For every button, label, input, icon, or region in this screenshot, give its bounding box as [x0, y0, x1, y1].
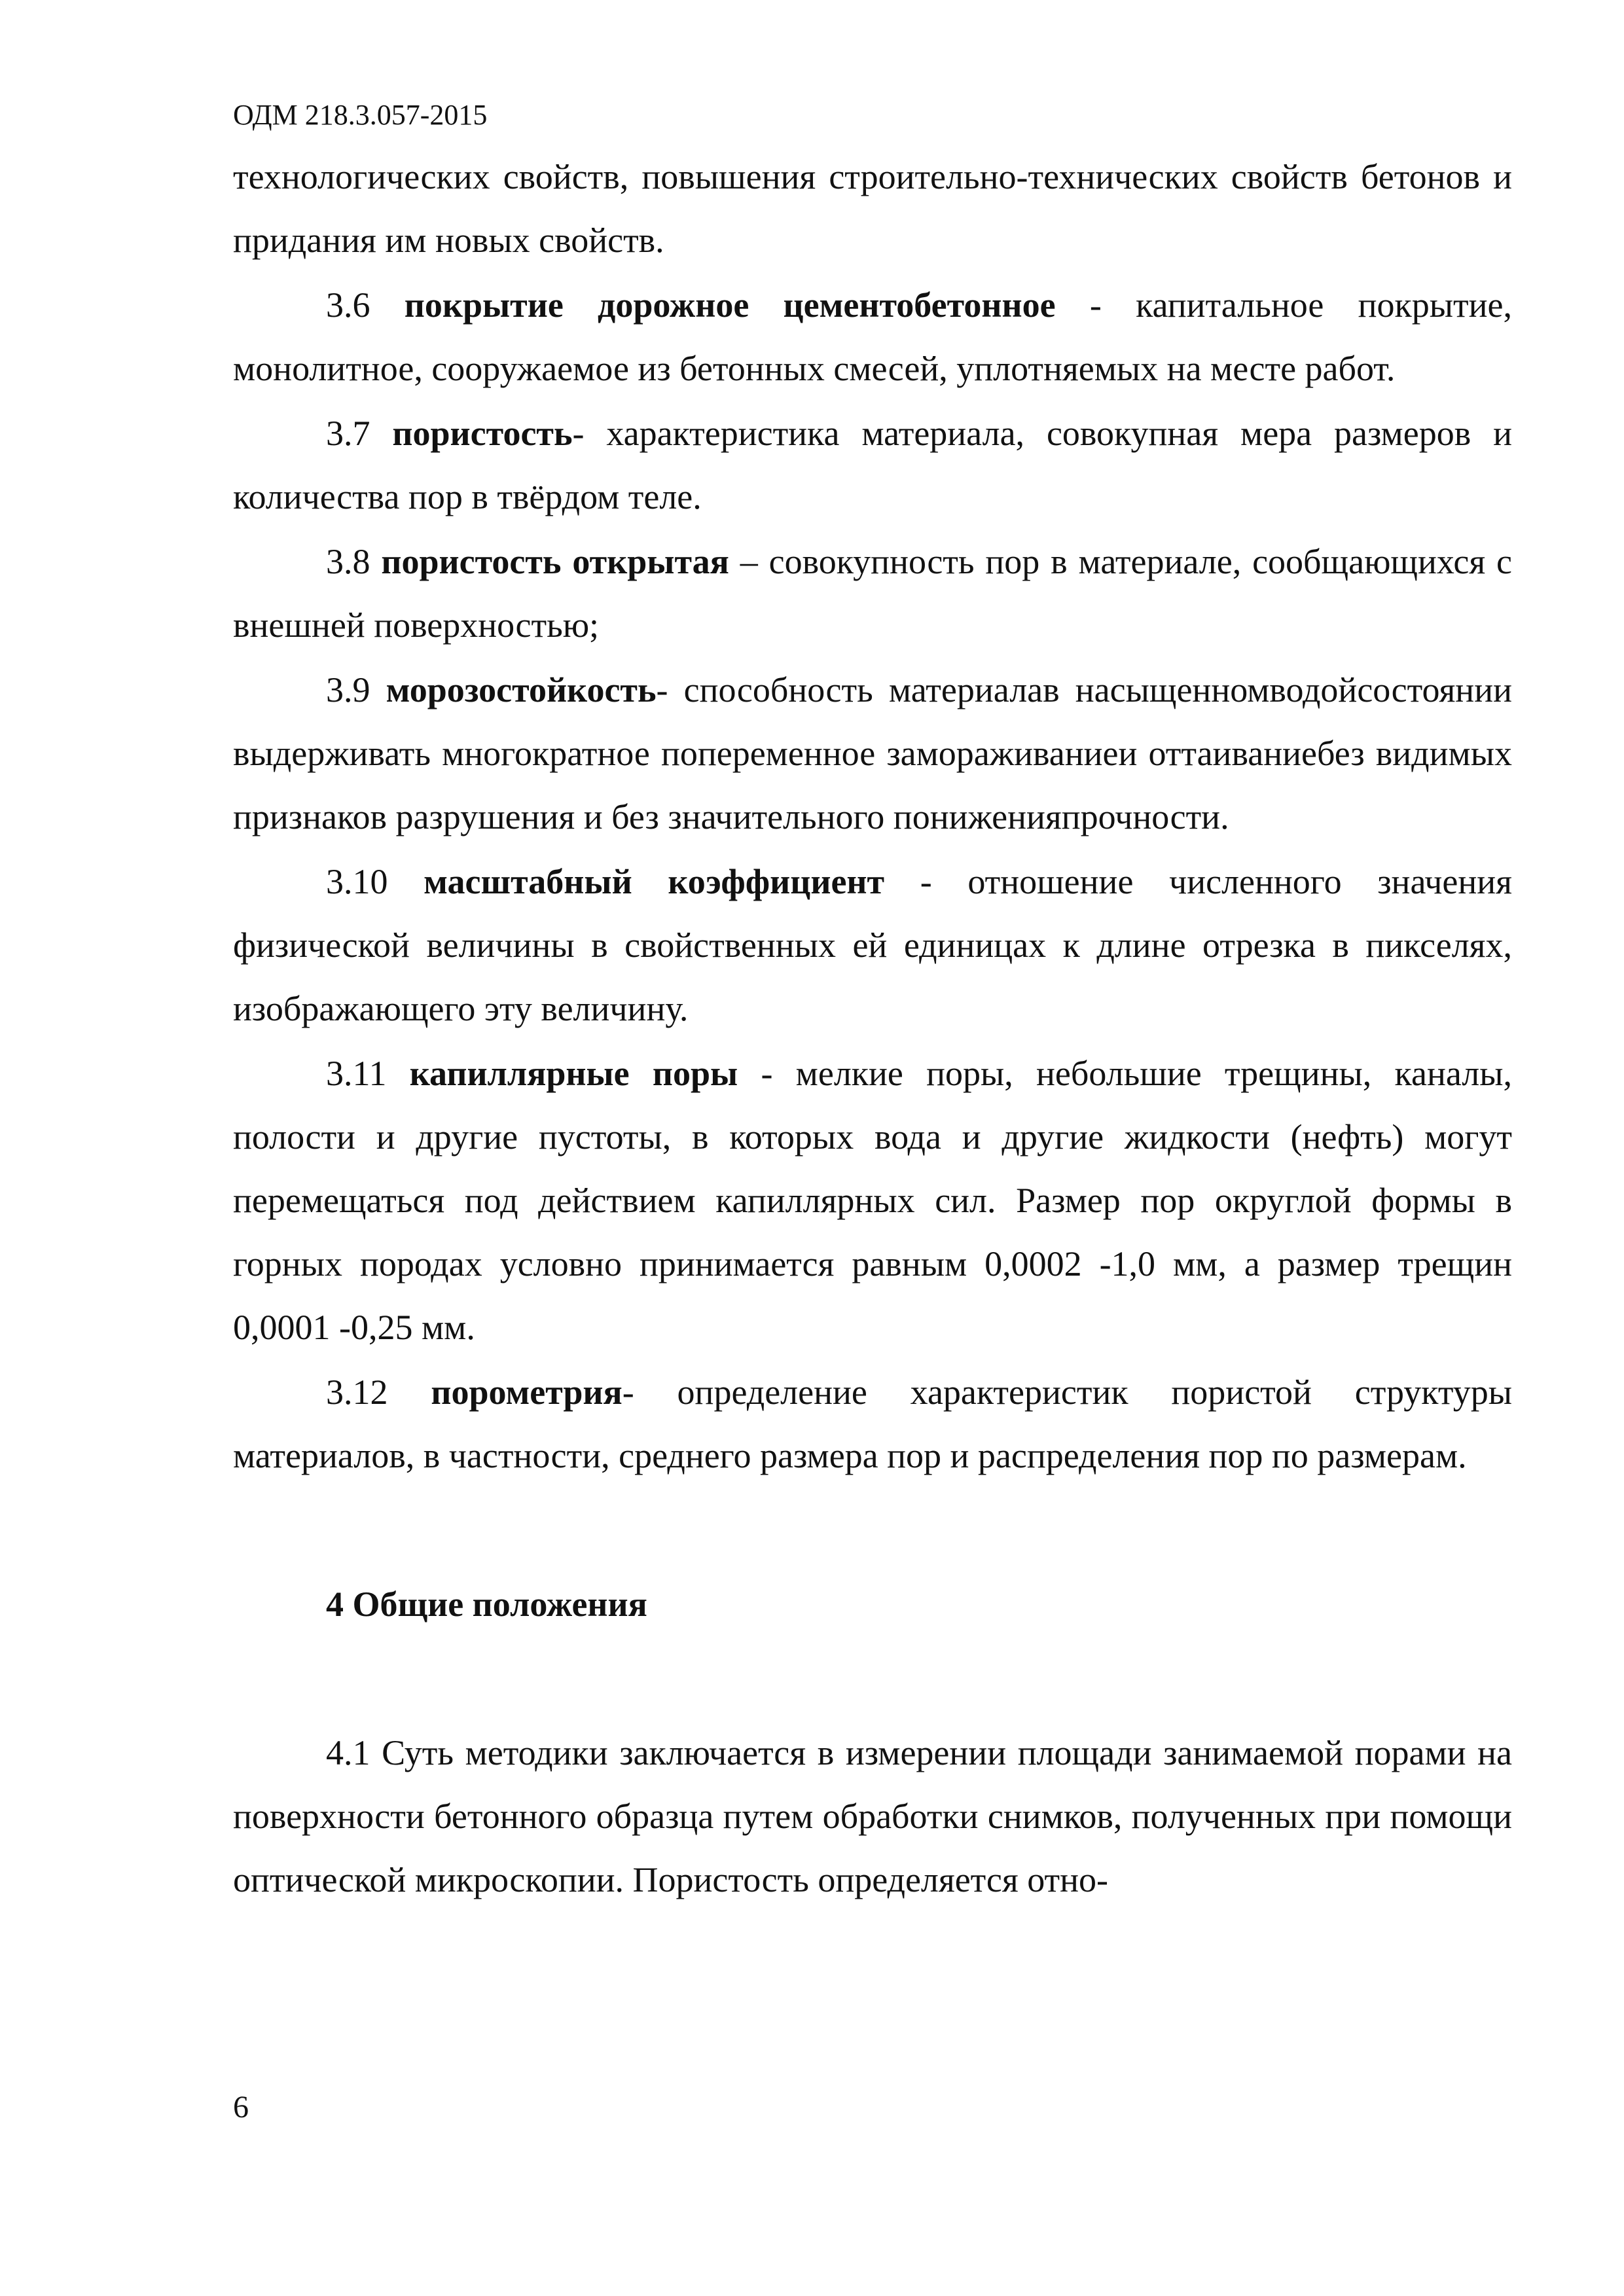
page-number: 6 — [233, 2090, 249, 2125]
definition-term: капиллярные поры — [409, 1054, 738, 1093]
definition-text: - способность материалав насыщенномводойсостоянии выдерживать многократное попеременное замораживаниеи оттаиваниебез видимых признаков разрушения и без значительного пониженияпрочности. — [233, 670, 1512, 836]
definition-text: - определение характеристик пористой структуры материалов, в частности, среднего размера пор и распределения пор по размерам. — [233, 1372, 1512, 1475]
section-heading: 4 Общие положения — [326, 1585, 647, 1624]
definition-number: 3.11 — [326, 1054, 387, 1093]
definition-3-7 — [233, 402, 1512, 529]
document-code: ОДМ 218.3.057-2015 — [233, 99, 488, 131]
definition-text: - мелкие поры, небольшие трещины, каналы, полости и другие пустоты, в которых вода и другие жидкости (нефть) могут перемещаться под действием капиллярных сил. Размер пор округлой формы в горных породах условно принимается равным 0,0002 -1,0 мм, а размер трещин 0,0001 -0,25 мм. — [233, 1054, 1513, 1347]
definition-term: покрытие дорожное цементобетонное — [404, 285, 1056, 325]
definition-text: - капитальное покрытие, монолитное, сооружаемое из бетонных смесей, уплотняемых на месте работ. — [233, 285, 1512, 388]
definition-number: 3.12 — [326, 1372, 388, 1412]
document-body — [233, 145, 1512, 1913]
continuation-paragraph: технологических свойств, повышения строительно-технических свойств бетонов и придания им новых свойств. — [233, 157, 1512, 260]
definition-number: 3.10 — [326, 862, 388, 901]
definition-3-8 — [233, 530, 1512, 657]
definition-number: 3.7 — [326, 414, 370, 453]
definition-number: 3.9 — [326, 670, 370, 709]
definition-number: 3.6 — [326, 285, 370, 325]
definition-term: порометрия — [431, 1372, 623, 1412]
definition-text: - характеристика материала, совокупная мера размеров и количества пор в твёрдом теле. — [233, 414, 1512, 516]
section-paragraph-4-1: 4.1 Суть методики заключается в измерении площади занимаемой порами на поверхности бетонного образца путем обработки снимков, полученных при помощи оптической микроскопии. Пористость определяется отно- — [233, 1733, 1512, 1899]
definition-number: 3.8 — [326, 542, 370, 581]
definition-3-6 — [233, 274, 1512, 401]
definition-3-9 — [233, 658, 1512, 849]
definition-term: пористость — [392, 414, 573, 453]
definition-3-10 — [233, 850, 1512, 1041]
definition-term: масштабный коэффициент — [424, 862, 885, 901]
definition-text: – совокупность пор в материале, сообщающихся с внешней поверхностью; — [233, 542, 1512, 645]
definition-3-11 — [233, 1042, 1512, 1359]
definition-term: морозостойкость — [386, 670, 657, 709]
definition-3-12 — [233, 1361, 1512, 1488]
definition-term: пористость открытая — [381, 542, 729, 581]
definition-text: - отношение численного значения физической величины в свойственных ей единицах к длине отрезка в пикселях, изображающего эту величину. — [233, 862, 1513, 1028]
